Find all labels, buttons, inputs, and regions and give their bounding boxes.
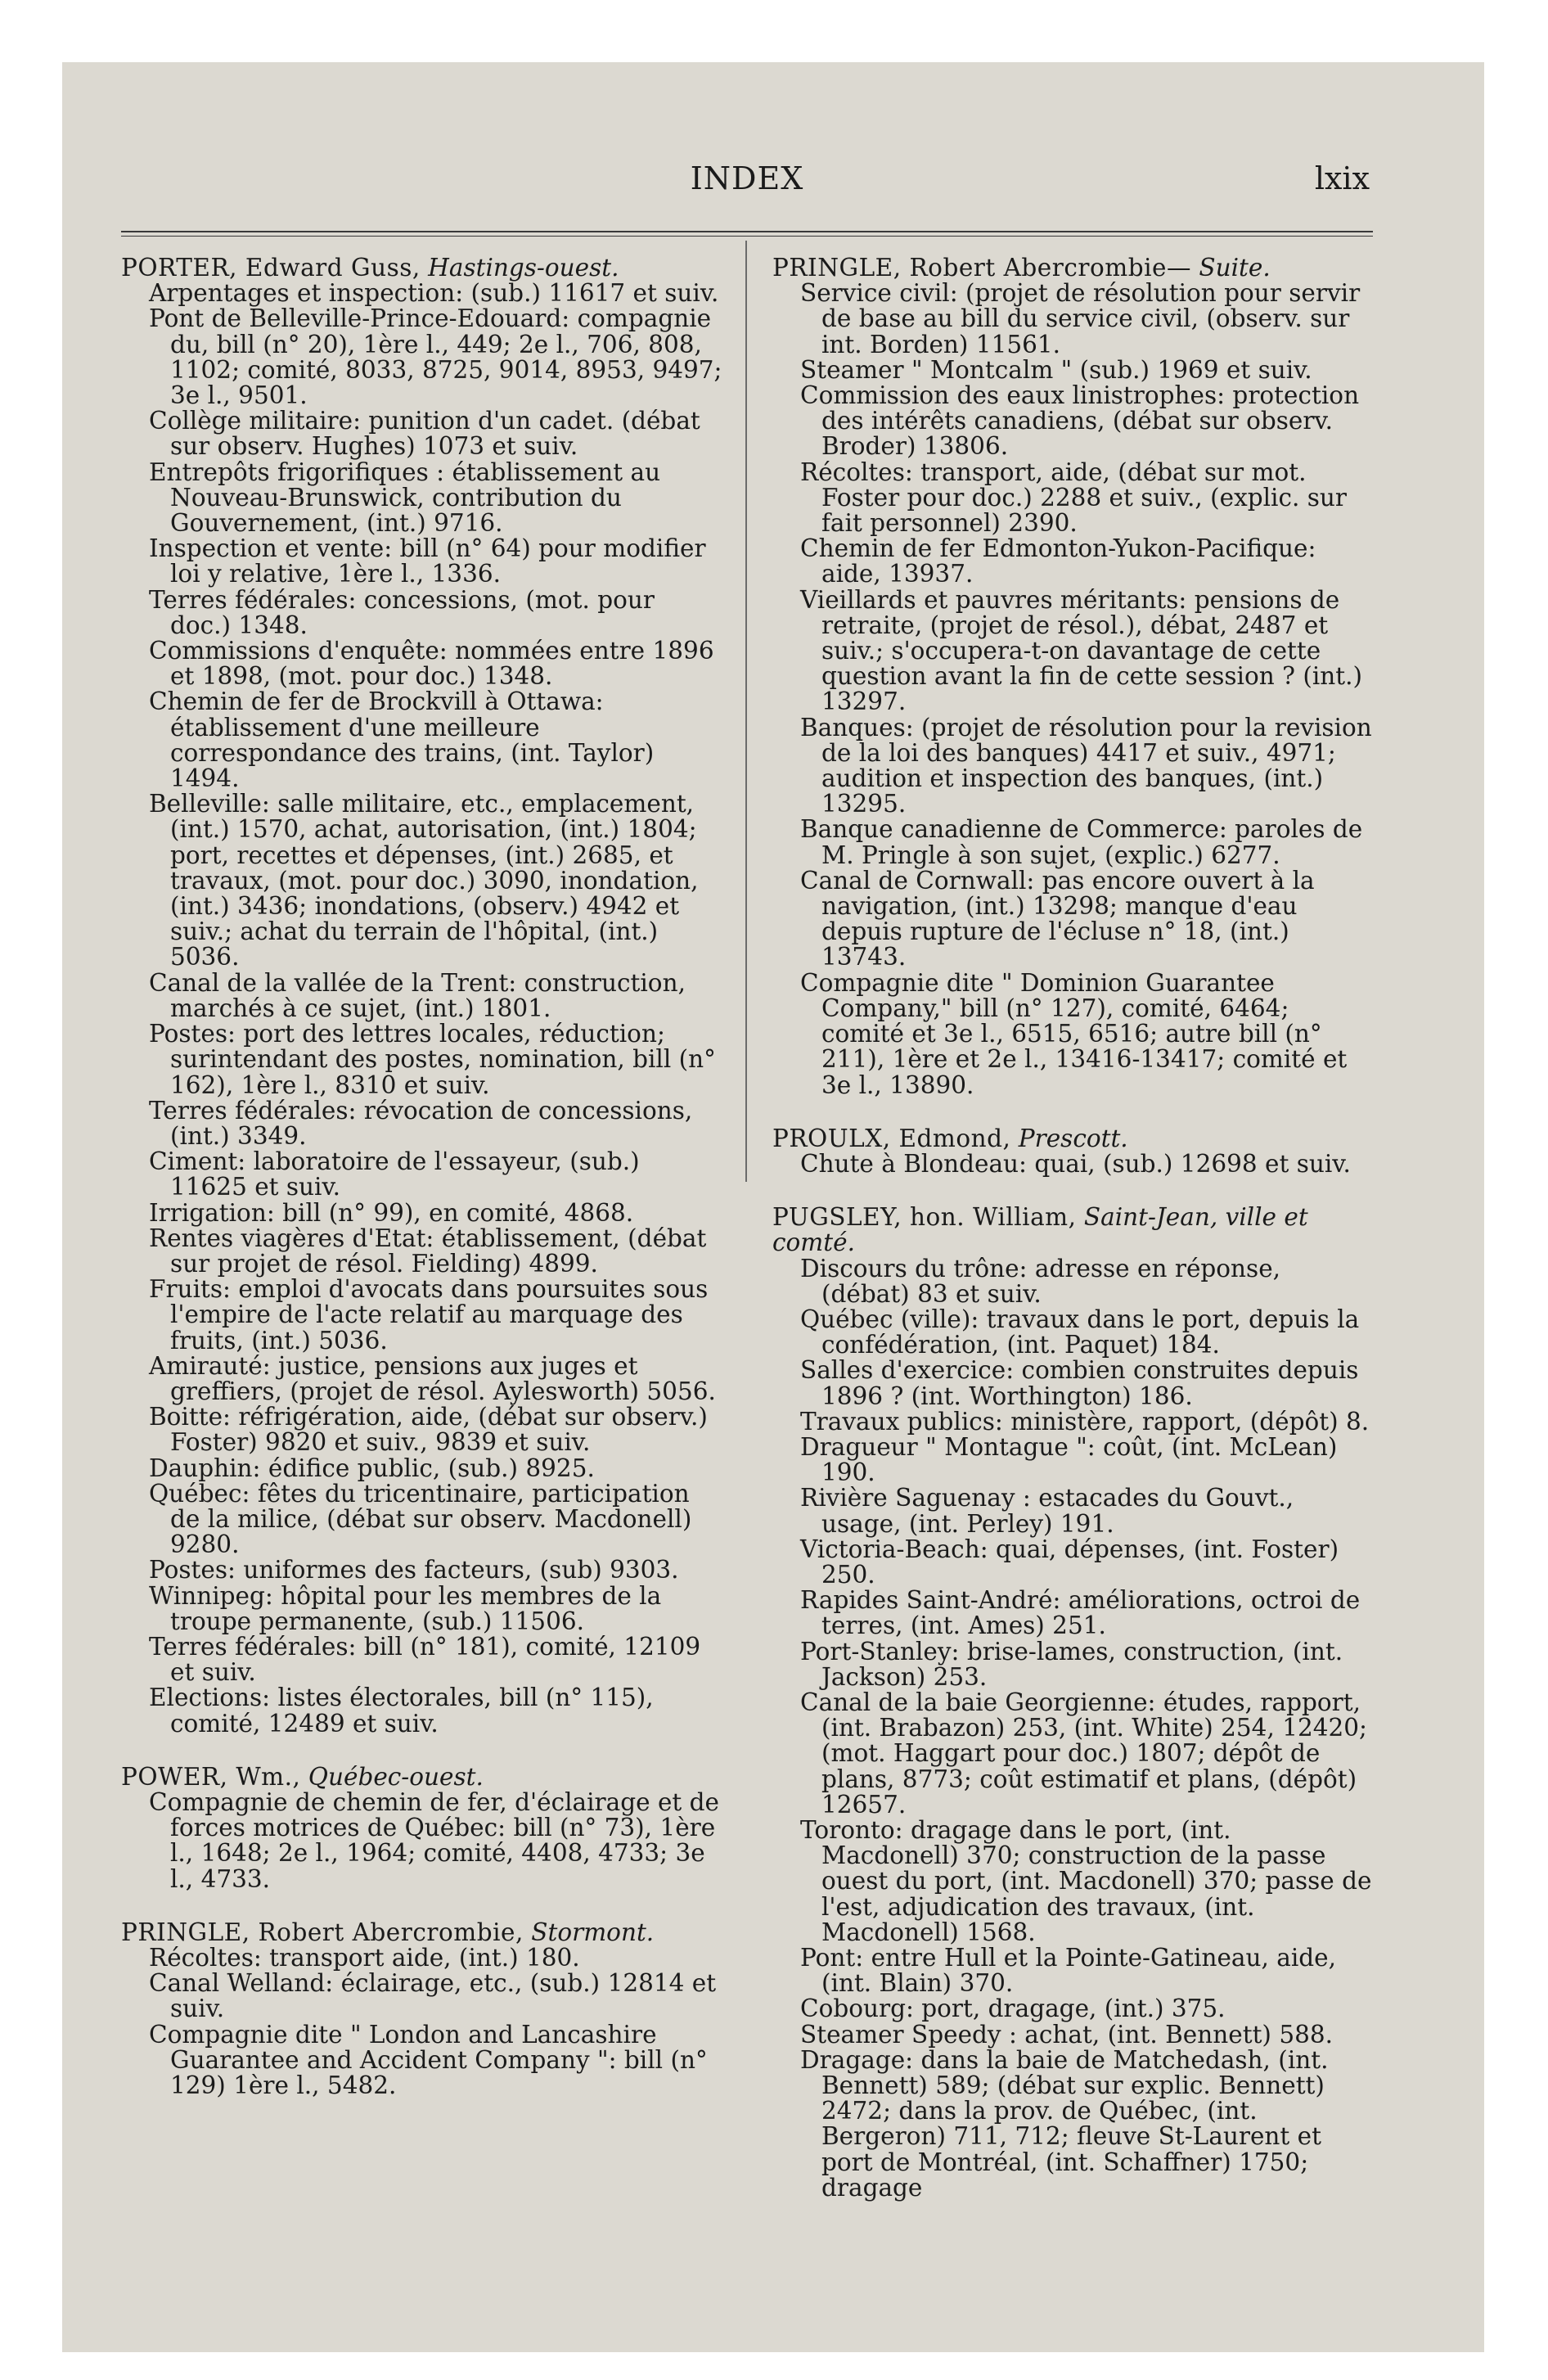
member-riding: Prescott.	[1018, 1124, 1128, 1152]
subject-item: Dragage: dans la baie de Matchedash, (int. Bennett) 589; (débat sur explic. Bennett) 2472; dans la prov. de Québec, (int. Bergeron) 711, 712; fleuve St-Laurent et port de Montréal, (int. Schaffner) 1750; dragage	[800, 2045, 1329, 2202]
member-name: PUGSLEY, hon. William,	[772, 1203, 1077, 1232]
header-rule-top	[121, 231, 1373, 232]
subject-item: Belleville: salle militaire, etc., emplacement, (int.) 1570, achat, autorisation, (int.) 1804; port, recettes et dépenses, (int.) 2685, et travaux, (mot. pour doc.) 3090, inondation, (int.) 3436; inondations, (observ.) 4942 et suiv.; achat du terrain de l'hôpital, (int.) 5036.	[149, 790, 699, 971]
index-entry	[772, 255, 1374, 1098]
subject-item: Port-Stanley: brise-lames, construction, (int. Jackson) 253.	[800, 1637, 1343, 1691]
member-riding: Saint-Jean, ville et comté.	[772, 1203, 1308, 1257]
member-riding: Hastings-ouest.	[428, 254, 619, 282]
subject-item: Toronto: dragage dans le port, (int. Macdonell) 370; construction de la passe ouest du port, (int. Macdonell) 370; passe de l'est, adjudication des travaux, (int. Macdonell) 1568.	[800, 1815, 1372, 1946]
entry-heading	[121, 255, 722, 281]
subject-item: Rivière Saguenay : estacades du Gouvt., usage, (int. Perley) 191.	[800, 1484, 1294, 1538]
subject-item: Postes: uniformes des facteurs, (sub) 9303.	[149, 1556, 679, 1584]
subject-item: Chemin de fer Edmonton-Yukon-Pacifique: aide, 13937.	[800, 534, 1316, 588]
page-number: lxix	[1314, 160, 1370, 196]
member-riding: Québec-ouest.	[308, 1762, 484, 1791]
subject-item: Boitte: réfrigération, aide, (débat sur observ.) Foster) 9820 et suiv., 9839 et suiv.	[149, 1403, 708, 1457]
member-name: PRINGLE, Robert Abercrombie—	[772, 254, 1191, 282]
subject-item: Salles d'exercice: combien construites depuis 1896 ? (int. Worthington) 186.	[800, 1356, 1359, 1410]
subject-item: Dauphin: édifice public, (sub.) 8925.	[149, 1454, 595, 1482]
member-name: PORTER, Edward Guss,	[121, 254, 421, 282]
subject-item: Banque canadienne de Commerce: paroles de M. Pringle à son sujet, (explic.) 6277.	[800, 815, 1363, 869]
subject-item: Compagnie dite " London and Lancashire Guarantee and Accident Company ": bill (n° 129) 1ère l., 5482.	[149, 2020, 708, 2100]
subject-item: Steamer Speedy : achat, (int. Bennett) 588.	[800, 2020, 1334, 2049]
entry-heading	[772, 255, 1374, 281]
entry-heading	[121, 1762, 722, 1791]
entry-heading	[772, 1205, 1374, 1255]
subject-item: Amirauté: justice, pensions aux juges et greffiers, (projet de résol. Aylesworth) 5056.	[149, 1351, 716, 1405]
subject-item: Terres fédérales: bill (n° 181), comité, 12109 et suiv.	[149, 1632, 701, 1687]
header-rule-bottom	[121, 236, 1373, 237]
subject-item: Victoria-Beach: quai, dépenses, (int. Foster) 250.	[800, 1535, 1339, 1589]
column-divider	[745, 241, 747, 1182]
subject-item: Compagnie de chemin de fer, d'éclairage et de forces motrices de Québec: bill (n° 73), 1ère l., 1648; 2e l., 1964; comité, 4408, 4733; 3e l., 4733.	[149, 1787, 719, 1893]
subject-item: Chemin de fer de Brockvill à Ottawa: établissement d'une meilleure correspondance des trains, (int. Taylor) 1494.	[149, 687, 655, 793]
subject-item: Commission des eaux linistrophes: protection des intérêts canadiens, (débat sur observ. Broder) 13806.	[800, 381, 1360, 461]
subject-item: Commissions d'enquête: nommées entre 1896 et 1898, (mot. pour doc.) 1348.	[149, 637, 714, 691]
index-entry	[772, 1126, 1374, 1177]
member-riding: Stormont.	[531, 1918, 655, 1946]
subject-item: Irrigation: bill (n° 99), en comité, 4868.	[149, 1198, 634, 1227]
subject-item: Discours du trône: adresse en réponse, (débat) 83 et suiv.	[800, 1254, 1281, 1308]
page-title: INDEX	[690, 160, 804, 196]
member-riding: Suite.	[1199, 254, 1271, 282]
subject-item: Pont de Belleville-Prince-Edouard: compagnie du, bill (n° 20), 1ère l., 449; 2e l., 706, 808, 1102; comité, 8033, 8725, 9014, 8953, 9497; 3e l., 9501.	[149, 304, 722, 410]
subject-item: Terres fédérales: révocation de concessions, (int.) 3349.	[149, 1096, 693, 1150]
subject-item: Terres fédérales: concessions, (mot. pour doc.) 1348.	[149, 585, 655, 639]
left-column	[121, 255, 722, 2126]
subject-item: Récoltes: transport, aide, (débat sur mot. Foster pour doc.) 2288 et suiv., (explic. sur fait personnel) 2390.	[800, 458, 1347, 538]
subject-item: Inspection et vente: bill (n° 64) pour modifier loi y relative, 1ère l., 1336.	[149, 534, 706, 588]
subject-item: Canal de la baie Georgienne: études, rapport, (int. Brabazon) 253, (int. White) 254, 12420; (mot. Haggart pour doc.) 1807; dépôt de plans, 8773; coût estimatif et plans, (dépôt) 12657.	[800, 1688, 1367, 1819]
subject-item: Steamer " Montcalm " (sub.) 1969 et suiv.	[800, 355, 1312, 384]
subject-item: Elections: listes électorales, bill (n° 115), comité, 12489 et suiv.	[149, 1684, 654, 1738]
subject-item: Banques: (projet de résolution pour la revision de la loi des banques) 4417 et suiv., 4971; audition et inspection des banques, (int.) 13295.	[800, 713, 1372, 818]
index-entry	[121, 1762, 722, 1893]
subject-item: Service civil: (projet de résolution pour servir de base au bill du service civil, (observ. sur int. Borden) 11561.	[800, 279, 1361, 358]
subject-item: Travaux publics: ministère, rapport, (dépôt) 8.	[800, 1407, 1370, 1436]
page-header	[121, 156, 1373, 205]
subject-item: Fruits: emploi d'avocats dans poursuites sous l'empire de l'acte relatif au marquage des fruits, (int.) 5036.	[149, 1275, 709, 1355]
right-column	[772, 255, 1374, 2229]
subject-item: Cobourg: port, dragage, (int.) 375.	[800, 1995, 1226, 2023]
subject-item: Ciment: laboratoire de l'essayeur, (sub.) 11625 et suiv.	[149, 1147, 640, 1201]
subject-item: Canal Welland: éclairage, etc., (sub.) 12814 et suiv.	[149, 1969, 717, 2023]
subject-item: Récoltes: transport aide, (int.) 180.	[149, 1944, 580, 1972]
subject-item: Chute à Blondeau: quai, (sub.) 12698 et suiv.	[800, 1149, 1351, 1178]
index-entry	[121, 1920, 722, 2098]
subject-item: Pont: entre Hull et la Pointe-Gatineau, aide, (int. Blain) 370.	[800, 1944, 1337, 1998]
subject-item: Rentes viagères d'Etat: établissement, (débat sur projet de résol. Fielding) 4899.	[149, 1224, 707, 1278]
subject-item: Vieillards et pauvres méritants: pensions de retraite, (projet de résol.), débat, 2487 et suiv.; s'occupera-t-on davantage de cette question avant la fin de cette session ? (int.) 13297.	[800, 585, 1362, 716]
subject-item: Rapides Saint-André: améliorations, octroi de terres, (int. Ames) 251.	[800, 1586, 1361, 1640]
index-entry	[121, 255, 722, 1737]
subject-item: Canal de la vallée de la Trent: construction, marchés à ce sujet, (int.) 1801.	[149, 968, 686, 1022]
entry-heading	[772, 1126, 1374, 1152]
entry-heading	[121, 1920, 722, 1945]
subject-item: Collège militaire: punition d'un cadet. (débat sur observ. Hughes) 1073 et suiv.	[149, 407, 700, 461]
subject-item: Québec: fêtes du tricentinaire, participation de la milice, (débat sur observ. Macdonell) 9280.	[149, 1479, 692, 1559]
index-entry	[772, 1205, 1374, 2201]
subject-item: Canal de Cornwall: pas encore ouvert à la navigation, (int.) 13298; manque d'eau depuis rupture de l'écluse n° 18, (int.) 13743.	[800, 866, 1315, 971]
subject-item: Québec (ville): travaux dans le port, depuis la confédération, (int. Paquet) 184.	[800, 1305, 1360, 1359]
member-name: PRINGLE, Robert Abercrombie,	[121, 1918, 524, 1946]
subject-item: Postes: port des lettres locales, réduction; surintendant des postes, nomination, bill (n° 162), 1ère l., 8310 et suiv.	[149, 1020, 716, 1099]
member-name: PROULX, Edmond,	[772, 1124, 1011, 1152]
subject-item: Dragueur " Montague ": coût, (int. McLean) 190.	[800, 1432, 1338, 1487]
subject-item: Entrepôts frigorifiques : établissement au Nouveau-Brunswick, contribution du Gouvernement, (int.) 9716.	[149, 458, 661, 538]
member-name: POWER, Wm.,	[121, 1762, 301, 1791]
subject-item: Arpentages et inspection: (sub.) 11617 et suiv.	[149, 279, 719, 308]
subject-item: Winnipeg: hôpital pour les membres de la troupe permanente, (sub.) 11506.	[149, 1581, 662, 1635]
index-page	[121, 156, 1373, 2251]
subject-item: Compagnie dite " Dominion Guarantee Company," bill (n° 127), comité, 6464; comité et 3e l., 6515, 6516; autre bill (n° 211), 1ère et 2e l., 13416-13417; comité et 3e l., 13890.	[800, 968, 1348, 1099]
